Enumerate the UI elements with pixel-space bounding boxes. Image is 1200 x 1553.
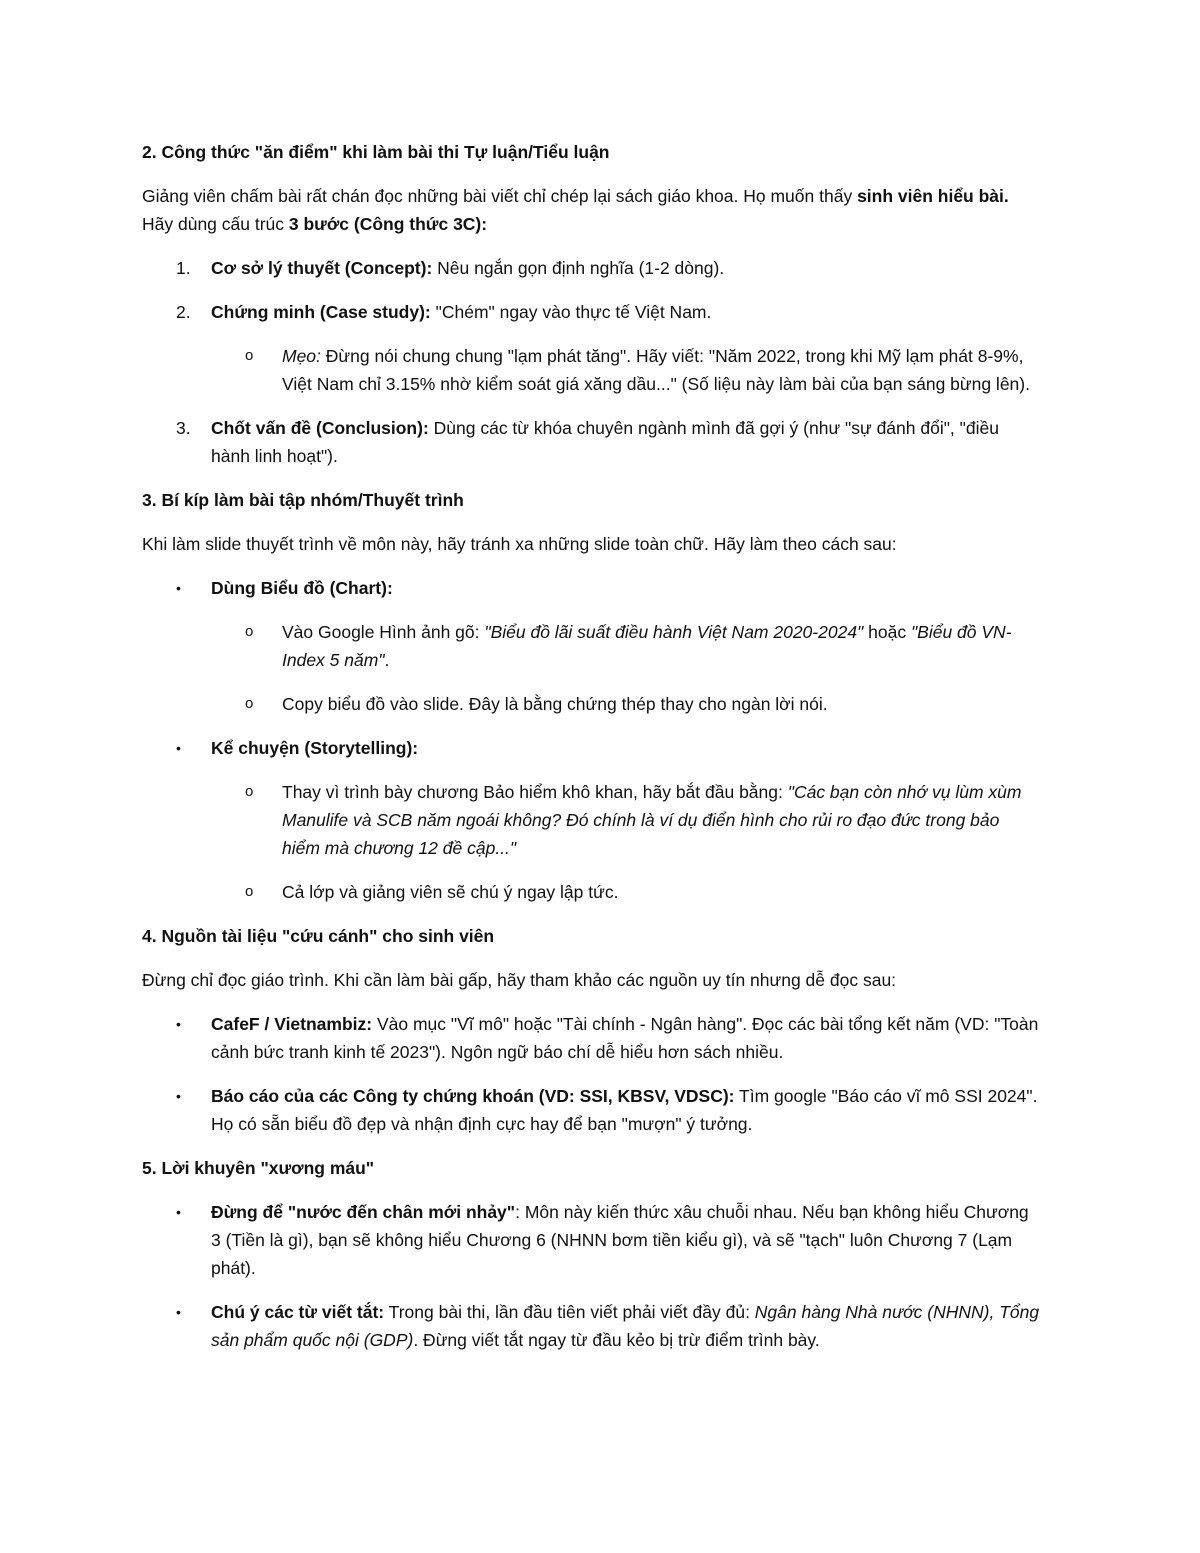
bullet-icon: • xyxy=(176,1088,181,1104)
list-item-abbreviations xyxy=(142,1298,1042,1354)
item-label: Cơ sở lý thuyết (Concept): xyxy=(211,258,433,278)
sub-item-story-example xyxy=(142,778,1042,862)
section-3-heading: 3. Bí kíp làm bài tập nhóm/Thuyết trình xyxy=(142,490,464,510)
sub-text: Copy biểu đồ vào slide. Đây là bằng chứng thép thay cho ngàn lời nói. xyxy=(282,694,828,714)
list-item-case-study xyxy=(142,298,1042,326)
list-number: 3. xyxy=(176,418,191,438)
sub-italic: "Biểu đồ VN-Index 5 năm" xyxy=(282,622,1012,670)
item-text: Vào mục "Vĩ mô" hoặc "Tài chính - Ngân hàng". Đọc các bài tổng kết năm (VD: "Toàn cảnh bức tranh kinh tế 2023"). Ngôn ngữ báo chí dễ hiểu hơn sách nhiều. xyxy=(211,1014,1039,1062)
section-5-heading: 5. Lời khuyên "xương máu" xyxy=(142,1158,375,1178)
item-text: Trong bài thi, lần đầu tiên viết phải viết đầy đủ: xyxy=(384,1302,755,1322)
item-label: Đừng để "nước đến chân mới nhảy" xyxy=(211,1202,516,1222)
bullet-icon: • xyxy=(176,1016,181,1032)
sub-bullet-icon: o xyxy=(245,783,254,800)
list-number: 1. xyxy=(176,258,191,278)
section-2-heading: 2. Công thức "ăn điểm" khi làm bài thi Tự luận/Tiểu luận xyxy=(142,142,610,162)
tip-label: Mẹo: xyxy=(282,346,321,366)
item-text: "Chém" ngay vào thực tế Việt Nam. xyxy=(430,302,712,322)
item-label: Chốt vấn đề (Conclusion): xyxy=(211,418,429,438)
bullet-icon: • xyxy=(176,580,181,596)
item-italic: Tổng sản phẩm quốc nội (GDP) xyxy=(211,1302,1040,1350)
item-text: Nêu ngắn gọn định nghĩa (1-2 dòng). xyxy=(432,258,725,278)
sub-text: hoặc xyxy=(863,622,911,642)
sub-bullet-icon: o xyxy=(245,695,254,712)
list-item-storytelling xyxy=(142,734,1042,762)
item-label: CafeF / Vietnambiz: xyxy=(211,1014,373,1034)
tip-text: Đừng nói chung chung "lạm phát tăng". Hãy viết: "Năm 2022, trong khi Mỹ lạm phát 8-9%, Việt Nam chỉ 3.15% nhờ kiểm soát giá xăng dầu..." (Số liệu này làm bài của bạn sáng bừng lên). xyxy=(282,346,1030,394)
sub-text: . xyxy=(384,650,390,670)
list-item-concept xyxy=(142,254,1042,282)
sub-bullet-icon: o xyxy=(245,883,254,900)
sub-bullet-icon: o xyxy=(245,623,254,640)
section-4-heading: 4. Nguồn tài liệu "cứu cánh" cho sinh viên xyxy=(142,926,495,946)
sub-item-copy-chart xyxy=(142,690,1042,718)
list-item-dont-wait xyxy=(142,1198,1042,1282)
item-label: Chú ý các từ viết tắt: xyxy=(211,1302,385,1322)
list-number: 2. xyxy=(176,302,191,322)
intro-text-2: Hãy dùng cấu trúc xyxy=(142,214,289,234)
intro-bold: sinh viên hiểu bài. xyxy=(857,186,1009,206)
bullet-icon: • xyxy=(176,1304,181,1320)
intro-text: Giảng viên chấm bài rất chán đọc những bài viết chỉ chép lại sách giáo khoa. Họ muốn thấy xyxy=(142,186,858,206)
item-label: Chứng minh (Case study): xyxy=(211,302,431,322)
section-4-intro: Đừng chỉ đọc giáo trình. Khi cần làm bài gấp, hãy tham khảo các nguồn uy tín nhưng dễ đọc sau: xyxy=(142,970,897,990)
section-2-intro xyxy=(142,182,1042,238)
item-text: Tìm google "Báo cáo vĩ mô SSI 2024". Họ có sẵn biểu đồ đẹp và nhận định cực hay để bạn "mượn" ý tưởng. xyxy=(211,1086,1038,1134)
intro-bold-2: 3 bước (Công thức 3C): xyxy=(288,214,488,234)
sub-text: Cả lớp và giảng viên sẽ chú ý ngay lập tức. xyxy=(282,882,619,902)
item-label: Báo cáo của các Công ty chứng khoán (VD: SSI, KBSV, VDSC): xyxy=(211,1086,735,1106)
item-label: Kể chuyện (Storytelling): xyxy=(211,738,419,758)
sub-bullet-icon: o xyxy=(245,347,254,364)
bullet-icon: • xyxy=(176,740,181,756)
sub-item-google-images xyxy=(142,618,1042,674)
bullet-icon: • xyxy=(176,1204,181,1220)
sub-text: Vào Google Hình ảnh gõ: xyxy=(282,622,485,642)
list-item-conclusion xyxy=(142,414,1042,470)
list-item-cafef xyxy=(142,1010,1042,1066)
item-label: Dùng Biểu đồ (Chart): xyxy=(211,578,393,598)
list-item-securities-reports xyxy=(142,1082,1042,1138)
sub-italic: "Biểu đồ lãi suất điều hành Việt Nam 2020-2024" xyxy=(484,622,864,642)
sub-text: Thay vì trình bày chương Bảo hiểm khô khan, hãy bắt đầu bằng: xyxy=(282,782,788,802)
item-text: . Đừng viết tắt ngay từ đầu kẻo bị trừ điểm trình bày. xyxy=(413,1330,820,1350)
document-page xyxy=(142,138,1042,1370)
item-text: : Môn này kiến thức xâu chuỗi nhau. Nếu bạn không hiểu Chương 3 (Tiền là gì), bạn sẽ không hiểu Chương 6 (NHNN bơm tiền kiểu gì), và sẽ "tạch" luôn Chương 7 (Lạm phát). xyxy=(211,1202,1029,1278)
item-text: Dùng các từ khóa chuyên ngành mình đã gợi ý (như "sự đánh đổi", "điều hành linh hoạt"). xyxy=(211,418,999,466)
item-italic: Ngân hàng Nhà nước (NHNN) xyxy=(754,1302,990,1322)
section-3-intro: Khi làm slide thuyết trình về môn này, hãy tránh xa những slide toàn chữ. Hãy làm theo cách sau: xyxy=(142,534,897,554)
sub-item-attention xyxy=(142,878,1042,906)
sub-italic: "Các bạn còn nhớ vụ lùm xùm Manulife và SCB năm ngoái không? Đó chính là ví dụ điển hình cho rủi ro đạo đức trong bảo hiểm mà chương 12 đề cập..." xyxy=(282,782,1022,858)
list-item-chart xyxy=(142,574,1042,602)
item-separator: , xyxy=(989,1302,1000,1322)
sub-item-tip xyxy=(142,342,1042,398)
